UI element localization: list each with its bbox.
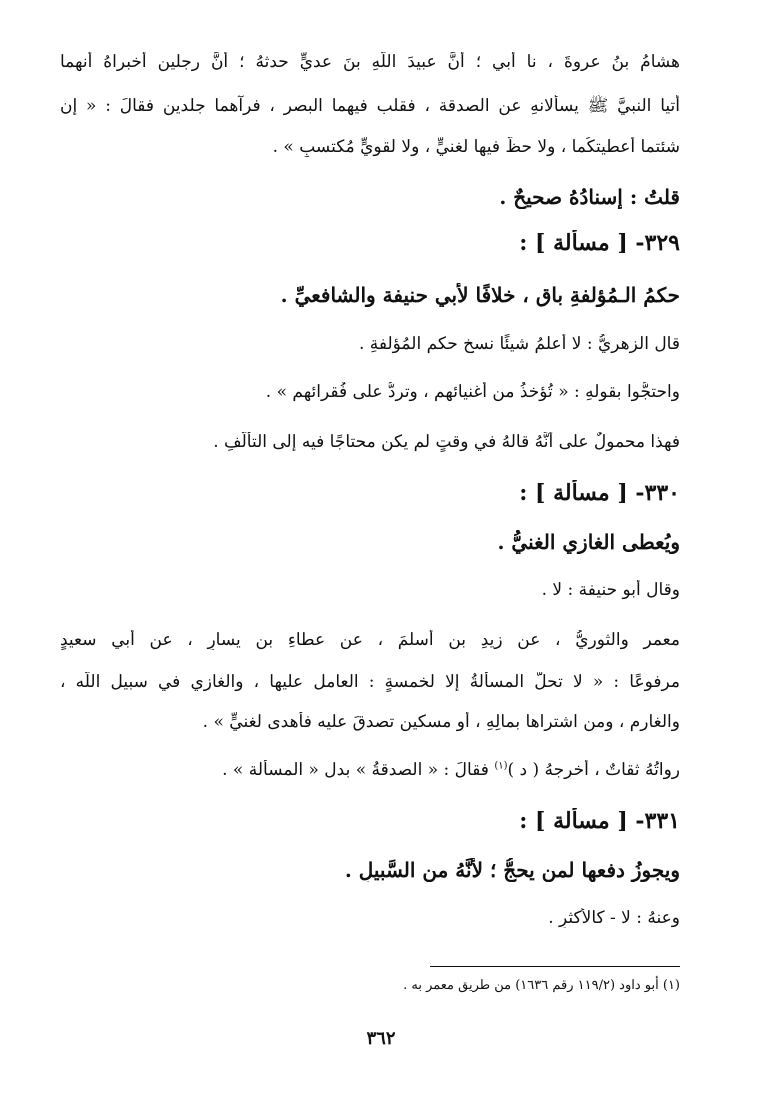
- text-line: هشامُ بنُ عروةَ ، نا أبي ؛ أنَّ عبيدَ اللَّهِ بنَ عديٍّ حدثهُ ؛ أنَّ رجلينِ أخبراهُ أنهما: [60, 52, 680, 72]
- text-fragment: فقالَ : « الصدقةُ » بدل « المسألة » .: [222, 760, 495, 780]
- footnote: (١) أبو داود (١١٩/٢ رقم ١٦٣٦) من طريق معمر به .: [403, 978, 680, 993]
- issue-statement: ويجوزُ دفعها لمن يحجُّ ؛ لأنَّهُ من السَّبيلِ .: [344, 858, 680, 882]
- issue-statement: حكمُ الـمُؤلفةِ باقٍ ، خلافًا لأبي حنيفة والشافعيِّ .: [280, 283, 680, 307]
- text-line: قال الزهريُّ : لا أعلمُ شيئًا نسخ حكم المُؤلفةِ .: [358, 334, 680, 354]
- issue-statement: ويُعطى الغازي الغنيُّ .: [497, 530, 680, 554]
- text-line: وعنهُ : لا - كالأكثرِ .: [548, 908, 680, 928]
- issue-heading-330: ٣٣٠- [ مسألة ] :: [519, 480, 680, 506]
- text-line: شئتما أعطيتكُما ، ولا حظَّ فيها لغنيٍّ ، ولا لقويٍّ مُكتسبٍ » .: [272, 137, 680, 157]
- text-line: أتيا النبيَّ ﷺ يسألانهِ عن الصدقة ، فقلب فيهما البصر ، فرآهما جلدين فقالَ : « إن: [60, 96, 680, 116]
- text-line: واحتجُّوا بقولهِ : « تُؤخذُ من أغنيائهم ، وتردُّ على فُقرائهم » .: [265, 382, 680, 402]
- text-line: فهذا محمولٌ على أنَّهُ قالهُ في وقتٍ لم يكن محتاجًا فيه إلى التألُّفِ .: [213, 432, 680, 452]
- text-line: معمر والثوريُّ ، عن زيدِ بن أسلمَ ، عن عطاءِ بن يسارٍ ، عن أبي سعيدٍ: [60, 630, 680, 650]
- text-line-with-footnote-ref: [60, 760, 680, 780]
- text-line: وقال أبو حنيفة : لا .: [541, 580, 680, 600]
- footnote-reference: (١): [494, 760, 508, 772]
- footnote-divider: [430, 966, 680, 967]
- verdict-heading: قلتُ : إسنادُهُ صحيحٌ .: [499, 185, 680, 209]
- issue-heading-329: ٣٢٩- [ مسألة ] :: [519, 230, 680, 256]
- text-line: مرفوعًا : « لا تحلُّ المسألةُ إلا لخمسةٍ : العامل عليها ، والغازي في سبيل اللَّه ،: [60, 672, 680, 692]
- issue-heading-331: ٣٣١- [ مسألة ] :: [519, 808, 680, 834]
- page-number: ٣٦٢: [366, 1028, 396, 1049]
- text-line: والغارمِ ، ومن اشتراها بمالِهِ ، أو مسكينٍ تصدقَ عليه فأهدى لغنيٍّ » .: [202, 712, 680, 732]
- text-fragment: رواتُهُ ثقاتٌ ، أخرجهُ ( د ): [507, 760, 680, 780]
